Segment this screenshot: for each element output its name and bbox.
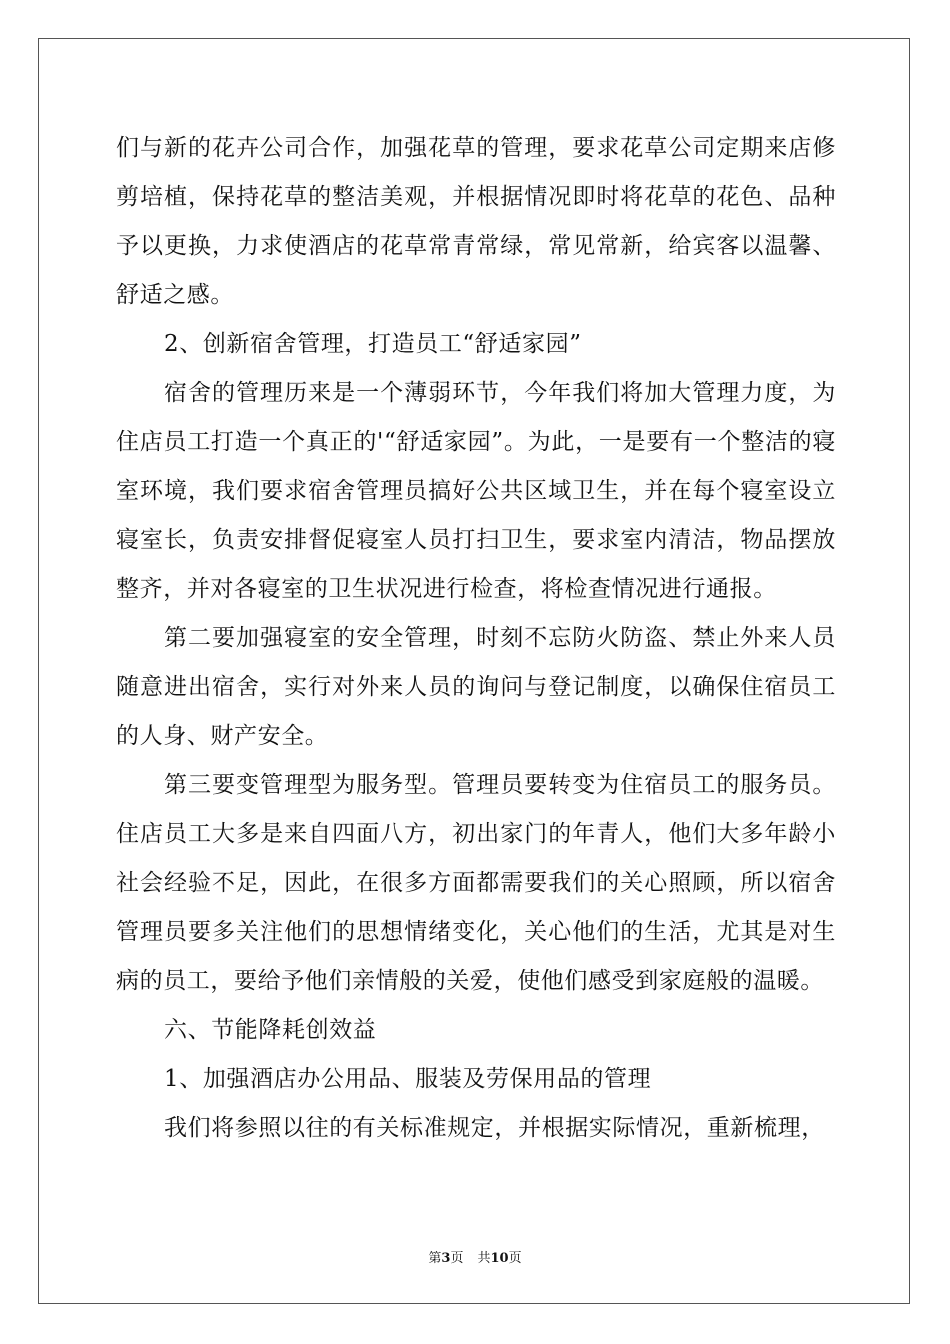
page-number-label: 第3页	[428, 1251, 464, 1266]
section-heading-energy-saving: 六、节能降耗创效益	[164, 1017, 377, 1043]
total-pages-label: 共10页	[477, 1251, 522, 1266]
section-heading-dormitory: 2、创新宿舍管理，打造员工“舒适家园”	[164, 331, 582, 357]
document-body	[116, 124, 836, 1153]
paragraph-dormitory-management: 宿舍的管理历来是一个薄弱环节，今年我们将加大管理力度，为住店员工打造一个真正的'“舒适家园”。为此，一是要有一个整洁的寝室环境，我们要求宿舍管理员搞好公共区域卫生，并在每个寝室设立寝室长，负责安排督促寝室人员打扫卫生，要求室内清洁，物品摆放整齐，并对各寝室的卫生状况进行检查，将检查情况进行通报。	[116, 380, 836, 602]
paragraph-supplies: 我们将参照以往的有关标准规定，并根据实际情况，重新梳理，	[164, 1115, 825, 1141]
page-footer	[0, 1247, 950, 1266]
paragraph-service-oriented: 第三要变管理型为服务型。管理员要转变为住宿员工的服务员。住店员工大多是来自四面八方，初出家门的年青人，他们大多年龄小社会经验不足，因此，在很多方面都需要我们的关心照顾，所以宿舍管理员要多关注他们的思想情绪变化，关心他们的生活，尤其是对生病的员工，要给予他们亲情般的关爱，使他们感受到家庭般的温暖。	[116, 772, 836, 994]
paragraph-1: 们与新的花卉公司合作，加强花草的管理，要求花草公司定期来店修剪培植，保持花草的整洁美观，并根据情况即时将花草的花色、品种予以更换，力求使酒店的花草常青常绿，常见常新，给宾客以温馨、舒适之感。	[116, 135, 836, 308]
paragraph-dormitory-safety: 第二要加强寝室的安全管理，时刻不忘防火防盗、禁止外来人员随意进出宿舍，实行对外来人员的询问与登记制度，以确保住宿员工的人身、财产安全。	[116, 625, 836, 749]
subsection-heading-supplies: 1、加强酒店办公用品、服装及劳保用品的管理	[164, 1066, 652, 1092]
